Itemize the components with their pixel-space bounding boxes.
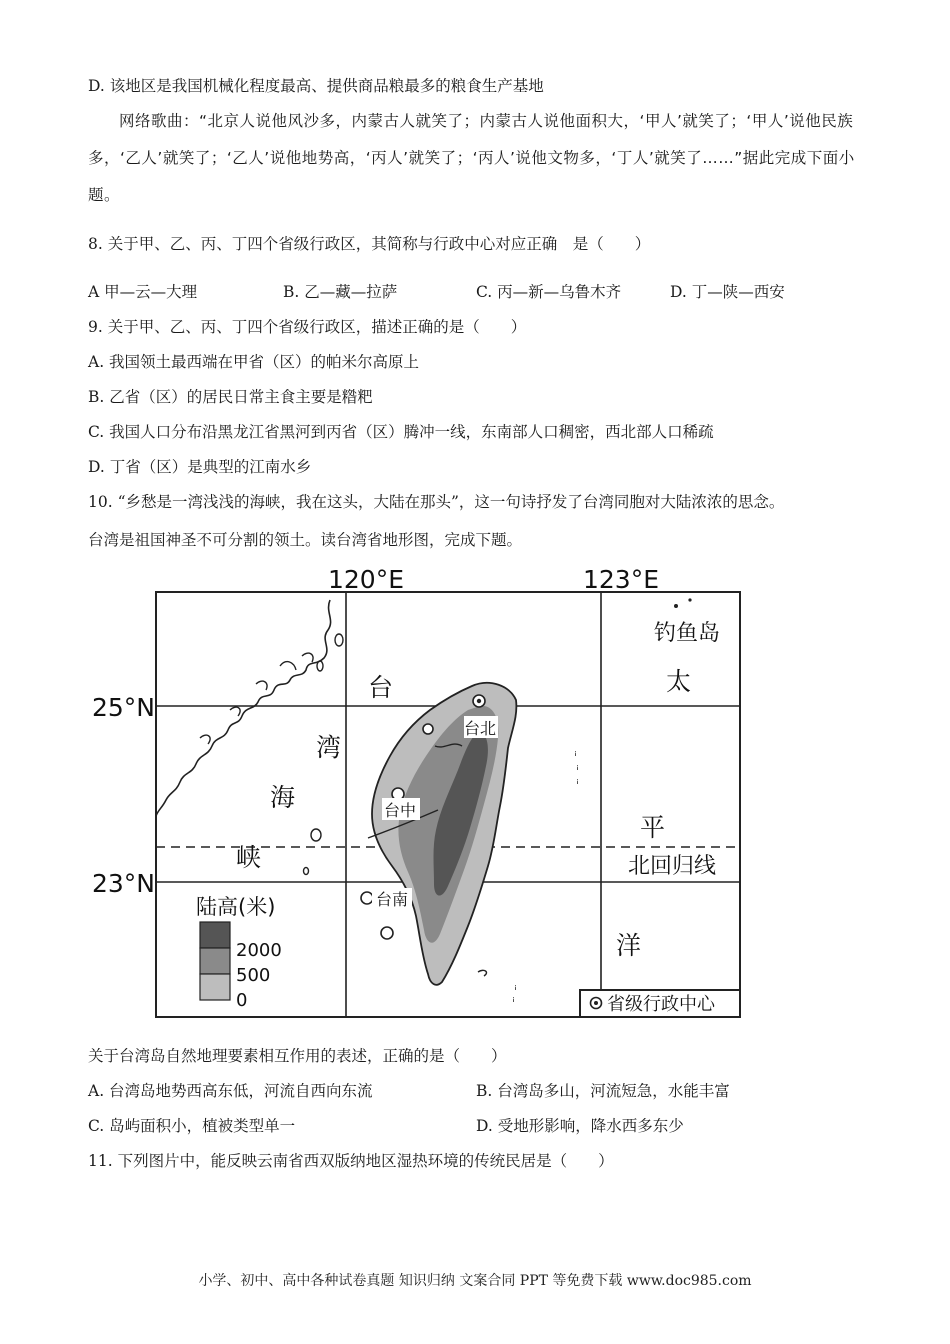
q9-option-a: A. 我国领土最西端在甲省（区）的帕米尔高原上 <box>88 353 420 371</box>
label-taichung: 台中 <box>384 801 417 820</box>
q9-option-d: D. 丁省（区）是典型的江南水乡 <box>88 458 312 476</box>
q8-option-a: A 甲—云—大理 <box>88 283 198 301</box>
legend-capital-label: 省级行政中心 <box>607 994 715 1015</box>
q10-intro-line1: 10. “乡愁是一湾浅浅的海峡，我在这头，大陆在那头”，这一句诗抒发了台湾同胞对大陆浓浓的思念。 <box>88 493 785 511</box>
strait-char-4: 峡 <box>236 843 262 872</box>
label-120e: 120°E <box>328 565 405 594</box>
ocean-char-3: 洋 <box>616 931 642 960</box>
strait-char-3: 海 <box>270 783 296 812</box>
q8-option-d: D. 丁—陕—西安 <box>670 283 785 301</box>
q8-stem: 8. 关于甲、乙、丙、丁四个省级行政区，其简称与行政中心对应正确 是（ ） <box>88 235 651 253</box>
q10-option-b: B. 台湾岛多山，河流短急，水能丰富 <box>476 1082 730 1100</box>
legend-swatch-high <box>200 922 230 948</box>
label-tropic: 北回归线 <box>628 854 717 879</box>
q9-option-c: C. 我国人口分布沿黑龙江省黑河到丙省（区）腾冲一线，东南部人口稠密，西北部人口稀疏 <box>88 423 714 441</box>
q10-option-a: A. 台湾岛地势西高东低，河流自西向东流 <box>88 1082 373 1100</box>
label-taipei: 台北 <box>464 719 497 738</box>
legend-swatch-low <box>200 974 230 1000</box>
svg-text:ꜟ: ꜟ <box>514 979 518 993</box>
q10-intro-line2: 台湾是祖国神圣不可分割的领土。读台湾省地形图，完成下题。 <box>88 531 523 549</box>
q10-option-c: C. 岛屿面积小，植被类型单一 <box>88 1117 296 1135</box>
svg-text:ꜟ: ꜟ <box>576 759 580 773</box>
legend-value-500: 500 <box>236 965 271 986</box>
svg-text:ꜟ: ꜟ <box>576 773 580 787</box>
legend-swatch-mid <box>200 948 230 974</box>
legend-value-2000: 2000 <box>236 940 282 961</box>
ocean-char-1: 太 <box>666 667 692 696</box>
q8-option-c: C. 丙—新—乌鲁木齐 <box>476 283 622 301</box>
strait-char-2: 湾 <box>316 733 342 762</box>
q9-option-b: B. 乙省（区）的居民日常主食主要是糌粑 <box>88 388 373 406</box>
legend-value-0: 0 <box>236 990 248 1011</box>
label-23n: 23°N <box>92 869 156 898</box>
legend-title: 陆高(米) <box>196 895 276 919</box>
label-tainan: 台南 <box>376 890 409 909</box>
q7-option-d: D. 该地区是我国机械化程度最高、提供商品粮最多的粮食生产基地 <box>88 77 544 95</box>
label-123e: 123°E <box>583 565 660 594</box>
q10-option-d: D. 受地形影响，降水西多东少 <box>476 1117 684 1135</box>
q10-stem: 关于台湾岛自然地理要素相互作用的表述，正确的是（ ） <box>88 1047 507 1065</box>
song-intro: 网络歌曲：“北京人说他风沙多，内蒙古人就笑了；内蒙古人说他面积大，‘甲人’就笑了；‘甲人’说他民族多，‘乙人’就笑了；‘乙人’说他地势高，‘丙人’就笑了；‘丙人’说他文物多，‘丁人’就笑了……”据此完成下面小题。 <box>88 112 855 204</box>
taiwan-topographic-map <box>80 560 760 1025</box>
ocean-char-2: 平 <box>640 813 666 842</box>
q11-stem: 11. 下列图片中，能反映云南省西双版纳地区湿热环境的传统民居是（ ） <box>88 1152 614 1170</box>
tainan-marker <box>361 892 373 904</box>
label-25n: 25°N <box>92 693 156 722</box>
q9-stem: 9. 关于甲、乙、丙、丁四个省级行政区，描述正确的是（ ） <box>88 318 527 336</box>
svg-text:ꜟ: ꜟ <box>574 745 578 759</box>
q8-option-b: B. 乙—藏—拉萨 <box>283 283 398 301</box>
strait-char-1: 台 <box>368 673 394 702</box>
page-footer: 小学、初中、高中各种试卷真题 知识归纳 文案合同 PPT 等免费下载 www.doc985.com <box>198 1273 752 1289</box>
label-diaoyu: 钓鱼岛 <box>654 621 721 646</box>
svg-text:ꜟ: ꜟ <box>512 991 516 1005</box>
